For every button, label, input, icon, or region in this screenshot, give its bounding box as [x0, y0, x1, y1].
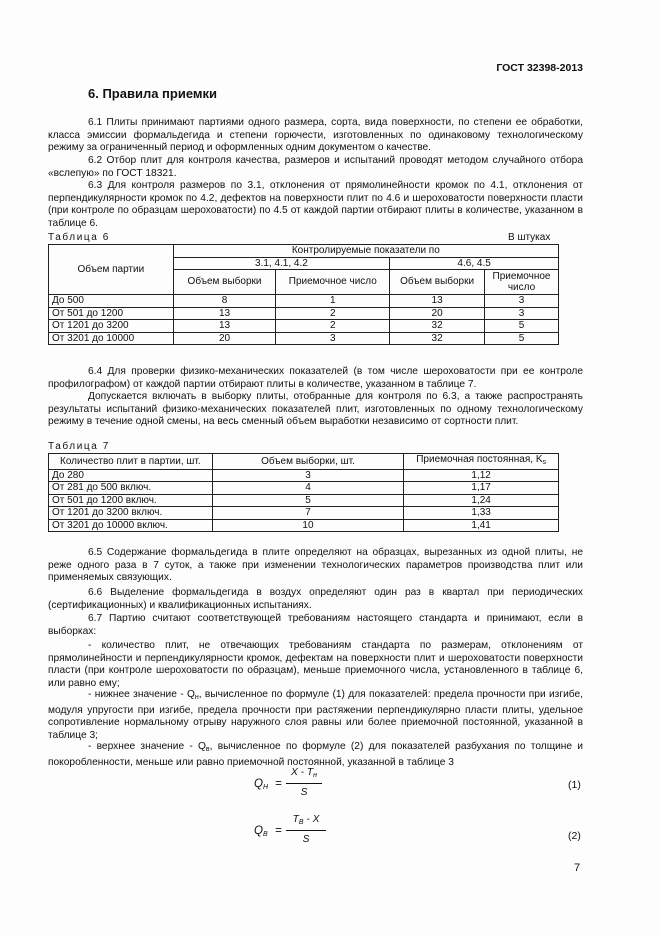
table-row	[49, 469, 559, 482]
table6-cell: 1	[276, 295, 390, 308]
paragraph-6-4-allowance: Допускается включать в выборку плиты, отобранные для контроля по 6.3, а также распространять результаты испытаний физико-механических показателей плит, изготовленных по одному технологическому режиму в течение одной смены, на весь сменный объем выработки независимо от сортности плит.	[48, 391, 583, 428]
table7-caption: Таблица 7	[48, 441, 110, 452]
table7-cell: От 501 до 1200 включ.	[49, 494, 213, 507]
table7-cell: 3	[212, 469, 404, 482]
table6-cell: 32	[390, 320, 485, 333]
item3-text-end: , вычисленное по формуле (2) для показателей разбухания по толщине и покоробленности, меньше или равно приемочной постоянной, указанной в таблице 3	[48, 741, 583, 768]
table6-cell: До 500	[49, 295, 174, 308]
formula-2-lhs	[254, 825, 268, 842]
table6-header-sample: Объем выборки	[173, 270, 276, 295]
table7-cell: 1,41	[404, 519, 559, 532]
paragraph-6-7-item-3	[48, 741, 583, 769]
formula-2-q: Q	[254, 825, 263, 837]
formula-1-numerator	[284, 767, 324, 783]
table6-cell: 8	[173, 295, 276, 308]
formula-2-number: (2)	[568, 830, 581, 842]
table-row	[49, 332, 559, 345]
formula-1-fraction-bar	[286, 783, 322, 784]
table7-cell: 4	[212, 482, 404, 495]
table-row	[49, 482, 559, 495]
table6-cell: 13	[173, 307, 276, 320]
formula-1-q: Q	[254, 778, 263, 790]
table7-cell: До 280	[49, 469, 213, 482]
formula-1-num-text: X - T	[291, 767, 314, 778]
paragraph-6-6: 6.6 Выделение формальдегида в воздух определяют один раз в квартал при периодических (сертификационных) и квалификационных испытаниях.	[48, 587, 583, 611]
table6-cell: 20	[390, 307, 485, 320]
item2-text-start: - нижнее значение - Q	[88, 689, 195, 700]
table6-cell: 32	[390, 332, 485, 345]
table7-header-constant-text: Приемочная постоянная, K	[416, 454, 543, 465]
table7-cell: 5	[212, 494, 404, 507]
table7-cell: 1,12	[404, 469, 559, 482]
table6-header-sample2: Объем выборки	[390, 270, 485, 295]
table6-header-accept2: Приемочное число	[485, 270, 559, 295]
table6-caption: Таблица 6	[48, 232, 110, 243]
formula-2-num-rest: - X	[303, 814, 320, 825]
table-row	[49, 295, 559, 308]
page-number: 7	[574, 862, 581, 874]
table7-header-sample: Объем выборки, шт.	[212, 454, 404, 470]
table6-header-accept: Приемочное число	[276, 270, 390, 295]
formula-2-num-t: T	[292, 814, 299, 825]
formula-2-fraction-bar	[286, 830, 326, 831]
table6-cell: 3	[276, 332, 390, 345]
table-row	[49, 307, 559, 320]
section-title: 6. Правила приемки	[88, 86, 218, 101]
table6-cell: 2	[276, 307, 390, 320]
table-row	[49, 494, 559, 507]
formula-2-denominator: S	[302, 834, 310, 845]
formula-1-denominator: S	[300, 787, 308, 798]
item3-text-start: - верхнее значение - Q	[88, 741, 206, 752]
table-row	[49, 320, 559, 333]
item3-sub: в	[205, 746, 210, 753]
table6-cell: От 1201 до 3200	[49, 320, 174, 333]
document-code: ГОСТ 32398-2013	[496, 62, 583, 74]
table6-cell: 13	[173, 320, 276, 333]
table6-unit: В штуках	[508, 232, 551, 243]
table7-cell: 7	[212, 507, 404, 520]
table6-cell: 20	[173, 332, 276, 345]
table6-cell: От 3201 до 10000	[49, 332, 174, 345]
table6-subheader-1: 3.1, 4.1, 4.2	[173, 257, 390, 270]
table7-cell: 1,17	[404, 482, 559, 495]
table6-cell: От 501 до 1200	[49, 307, 174, 320]
table-6	[48, 244, 559, 345]
table6-cell: 2	[276, 320, 390, 333]
table6-header-batch: Объем партии	[49, 245, 174, 295]
table6-cell: 5	[485, 332, 559, 345]
table7-cell: 1,33	[404, 507, 559, 520]
table6-cell: 5	[485, 320, 559, 333]
table7-cell: От 281 до 500 включ.	[49, 482, 213, 495]
formula-2-numerator	[284, 814, 328, 830]
table7-header-batch: Количество плит в партии, шт.	[49, 454, 213, 470]
table-row	[49, 507, 559, 520]
formula-2-num-sub: B	[298, 819, 304, 826]
paragraph-6-3: 6.3 Для контроля размеров по 3.1, отклонения от прямолинейности кромок по 4.1, отклонения от перпендикулярности кромок по 4.2, дефектов на поверхности плит по 4.6 и шероховатости поверхности пласти (при контроле по образцам шероховатости) по 4.5 от каждой партии отбирают плиты в количестве, указанном в таблице 6.	[48, 180, 583, 229]
table-7	[48, 453, 559, 532]
table7-cell: От 3201 до 10000 включ.	[49, 519, 213, 532]
table7-cell: От 1201 до 3200 включ.	[49, 507, 213, 520]
paragraph-6-7-item-2	[48, 689, 583, 742]
table7-header-constant	[404, 454, 559, 470]
table7-cell: 1,24	[404, 494, 559, 507]
item2-sub: н	[194, 694, 199, 701]
paragraph-6-7-item-1: - количество плит, не отвечающих требованиям стандарта по размерам, отклонениям от прямолинейности и перпендикулярности кромок, дефектам на поверхности плит и шероховатости поверхности пласти (при контроле шероховатости по образцам), меньше приемочного числа, установленного в таблице 6, или равно ему;	[48, 640, 583, 689]
paragraph-6-4: 6.4 Для проверки физико-механических показателей (в том числе шероховатости при ее контроле профилографом) от каждой партии отбирают плиты в количестве, указанном в таблице 7.	[48, 366, 583, 390]
item2-text-end: , вычисленное по формуле (1) для показателей: предела прочности при изгибе, модуля упругости при изгибе, предела прочности при растяжении перпендикулярно пласти плиты, удельное сопротивление нормальному отрыву наружного слоя равны или более приемочной постоянной, указанной в таблице 3;	[48, 689, 583, 741]
formula-1-num-sub: н	[313, 772, 317, 779]
formula-1-q-sub: H	[262, 784, 269, 791]
paragraph-6-7: 6.7 Партию считают соответствующей требованиям настоящего стандарта и принимают, если в выборках:	[48, 613, 583, 637]
table7-header-constant-sub: s	[542, 459, 547, 466]
table6-cell: 13	[390, 295, 485, 308]
formula-1-equals: =	[275, 778, 282, 790]
paragraph-6-1: 6.1 Плиты принимают партиями одного размера, сорта, вида поверхности, по степени ее обработки, класса эмиссии формальдегида и степени горючести, изготовленных по одинаковому технологическому режиму за ограниченный период и оформленных одним документом о качестве.	[48, 117, 583, 154]
table-row	[49, 519, 559, 532]
formula-1-number: (1)	[568, 779, 581, 791]
paragraph-6-2: 6.2 Отбор плит для контроля качества, размеров и испытаний проводят методом случайного отбора «вслепую» по ГОСТ 18321.	[48, 155, 583, 179]
formula-2-q-sub: B	[262, 831, 268, 838]
formula-1-lhs	[254, 778, 268, 795]
table6-cell: 3	[485, 295, 559, 308]
table6-header-group: Контролируемые показатели по	[173, 245, 558, 258]
paragraph-6-5: 6.5 Содержание формальдегида в плите определяют на образцах, вырезанных из одной плиты, не реже одного раза в 7 суток, а также при изменении технологических параметров производства плит или применяемых связующих.	[48, 547, 583, 584]
formula-2-equals: =	[275, 825, 282, 837]
table6-cell: 3	[485, 307, 559, 320]
table6-subheader-2: 4.6, 4.5	[390, 257, 559, 270]
table7-cell: 10	[212, 519, 404, 532]
